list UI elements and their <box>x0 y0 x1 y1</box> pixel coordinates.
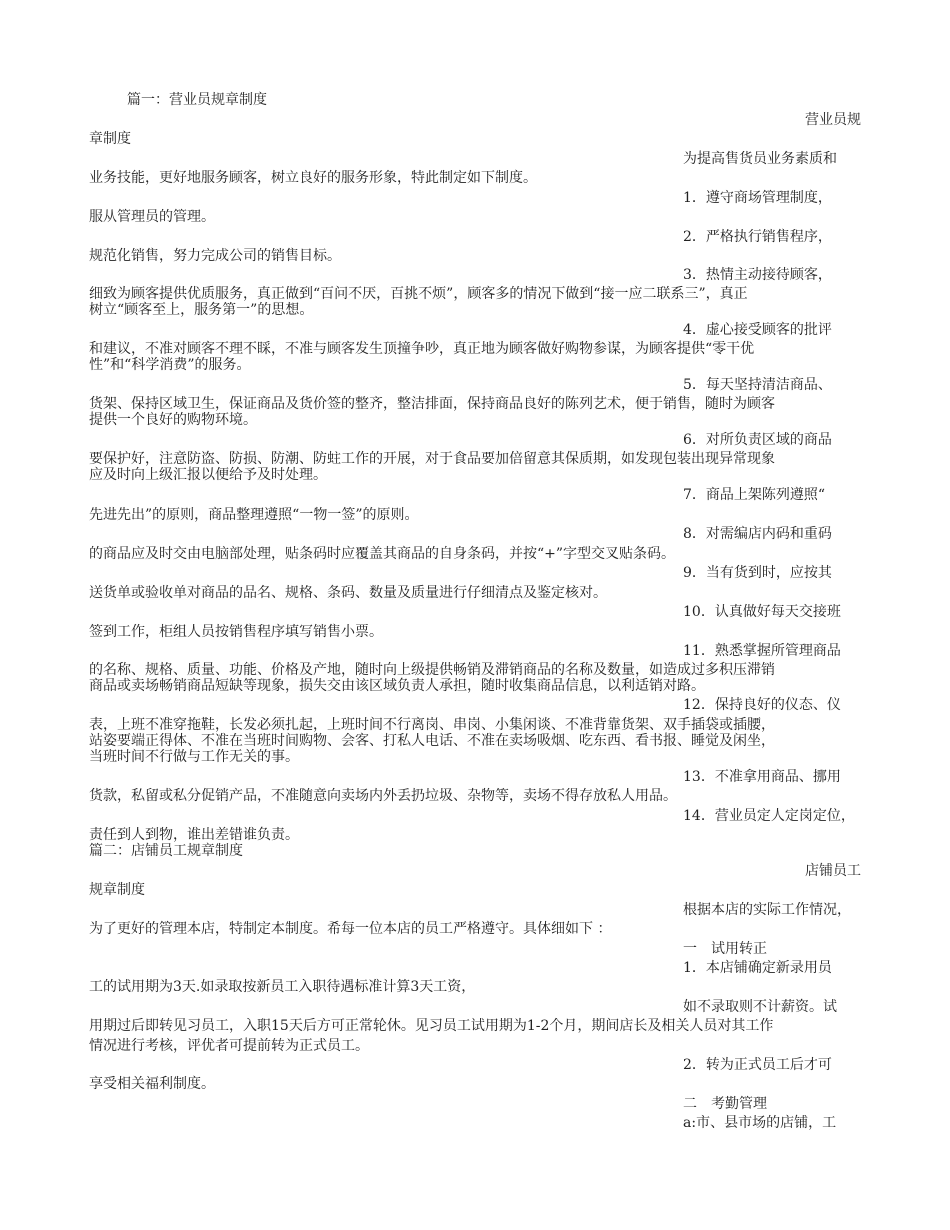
list-item-number: 2．严格执行销售程序， <box>683 229 832 245</box>
body-line: 章制度 <box>89 131 131 147</box>
list-item-number: 10．认真做好每天交接班 <box>683 604 841 620</box>
body-line: 要保护好，注意防盗、防损、防潮、防蛀工作的开展，对于食品要加倍留意其保质期，如发现包装出现异常现象 <box>89 451 775 467</box>
body-line: 的名称、规格、质量、功能、价格及产地，随时向上级提供畅销及滞销商品的名称及数量，如造成过多积压滞销 <box>89 662 775 678</box>
body-line: 服从管理员的管理。 <box>89 209 215 225</box>
body-line: 情况进行考核，评优者可提前转为正式员工。 <box>89 1038 369 1054</box>
body-line: 工的试用期为3天.如录取按新员工入职待遇标准计算3天工资， <box>89 979 476 995</box>
body-line: 货架、保持区域卫生，保证商品及货价签的整齐，整洁排面，保持商品良好的陈列艺术，便于销售，随时为顾客 <box>89 396 775 412</box>
body-line: 提供一个良好的购物环境。 <box>89 412 257 428</box>
body-line: 的商品应及时交由电脑部处理，贴条码时应覆盖其商品的自身条码，并按“+”字型交叉贴条码。 <box>89 546 676 562</box>
list-item-number: 11．熟悉掌握所管理商品 <box>683 643 841 659</box>
body-line: 应及时向上级汇报以便给予及时处理。 <box>89 467 327 483</box>
body-line: 为提高售货员业务素质和 <box>683 151 837 167</box>
list-item-number: 13．不准拿用商品、挪用 <box>683 769 841 785</box>
body-line: 业务技能，更好地服务顾客，树立良好的服务形象，特此制定如下制度。 <box>89 170 537 186</box>
section-heading-1: 篇一：营业员规章制度 <box>127 92 267 108</box>
body-line: 规章制度 <box>89 882 145 898</box>
body-line: 如不录取则不计薪资。试 <box>683 999 837 1015</box>
body-line: 站姿要端正得体、不准在当班时间购物、会客、打私人电话、不准在卖场吸烟、吃东西、看书报、睡觉及闲坐， <box>89 733 775 749</box>
body-line: 责任到人到物，谁出差错谁负责。 <box>89 827 299 843</box>
list-item-number: 8．对需编店内码和重码 <box>683 526 832 542</box>
list-item-number: 4．虚心接受顾客的批评 <box>683 322 832 338</box>
list-item-number: 1．本店铺确定新录用员 <box>683 960 832 976</box>
list-item-number: 6．对所负责区域的商品 <box>683 432 832 448</box>
body-line: 送货单或验收单对商品的品名、规格、条码、数量及质量进行仔细清点及鉴定核对。 <box>89 585 607 601</box>
body-line: 用期过后即转见习员工，入职15天后方可正常轮休。见习员工试用期为1-2个月，期间店长及相关人员对其工作 <box>89 1018 774 1034</box>
body-line: 先进先出”的原则，商品整理遵照“一物一签”的原则。 <box>89 507 419 523</box>
body-line: 树立“顾客至上，服务第一”的思想。 <box>89 302 314 318</box>
subsection-heading: 一 试用转正 <box>683 941 767 957</box>
title-line: 店铺员工 <box>805 863 861 879</box>
body-line: 根据本店的实际工作情况， <box>683 902 851 918</box>
list-item-number: 2．转为正式员工后才可 <box>683 1057 832 1073</box>
title-line: 营业员规 <box>805 112 861 128</box>
body-line: 商品或卖场畅销商品短缺等现象，损失交由该区域负责人承担，随时收集商品信息，以利适销对路。 <box>89 678 705 694</box>
list-item-number: 5．每天坚持清洁商品、 <box>683 377 832 393</box>
body-line: 表，上班不准穿拖鞋，长发必须扎起，上班时间不行离岗、串岗、小集闲谈、不准背靠货架、双手插袋或插腰， <box>89 717 775 733</box>
body-line: 规范化销售，努力完成公司的销售目标。 <box>89 248 341 264</box>
list-item-number: 7．商品上架陈列遵照“ <box>683 487 826 503</box>
body-line: 享受相关福利制度。 <box>89 1076 215 1092</box>
body-line: 为了更好的管理本店，特制定本制度。希每一位本店的员工严格遵守。具体细如下 ： <box>89 921 612 937</box>
list-item-number: 1．遵守商场管理制度， <box>683 190 832 206</box>
list-item-number: 12．保持良好的仪态、仪 <box>683 697 841 713</box>
body-line: 性”和“科学消费”的服务。 <box>89 357 251 373</box>
body-line: 和建议，不准对顾客不理不睬，不准与顾客发生顶撞争吵，真正地为顾客做好购物参谋，为顾客提供“零干优 <box>89 341 755 357</box>
subsection-heading: 二 考勤管理 <box>683 1096 767 1112</box>
list-item-number: 14．营业员定人定岗定位， <box>683 808 855 824</box>
list-item-number: 3．热情主动接待顾客， <box>683 267 832 283</box>
body-line: 细致为顾客提供优质服务，真正做到“百问不厌，百挑不烦”，顾客多的情况下做到“接一应二联系三”，真正 <box>89 286 748 302</box>
body-line: 货款，私留或私分促销产品，不准随意向卖场内外丢扔垃圾、杂物等，卖场不得存放私人用品。 <box>89 788 677 804</box>
body-line: a:市、县市场的店铺，工 <box>683 1115 837 1131</box>
body-line: 签到工作，柜组人员按销售程序填写销售小票。 <box>89 624 383 640</box>
body-line: 当班时间不行做与工作无关的事。 <box>89 749 299 765</box>
list-item-number: 9．当有货到时，应按其 <box>683 565 832 581</box>
section-heading-2: 篇二：店铺员工规章制度 <box>89 843 243 859</box>
